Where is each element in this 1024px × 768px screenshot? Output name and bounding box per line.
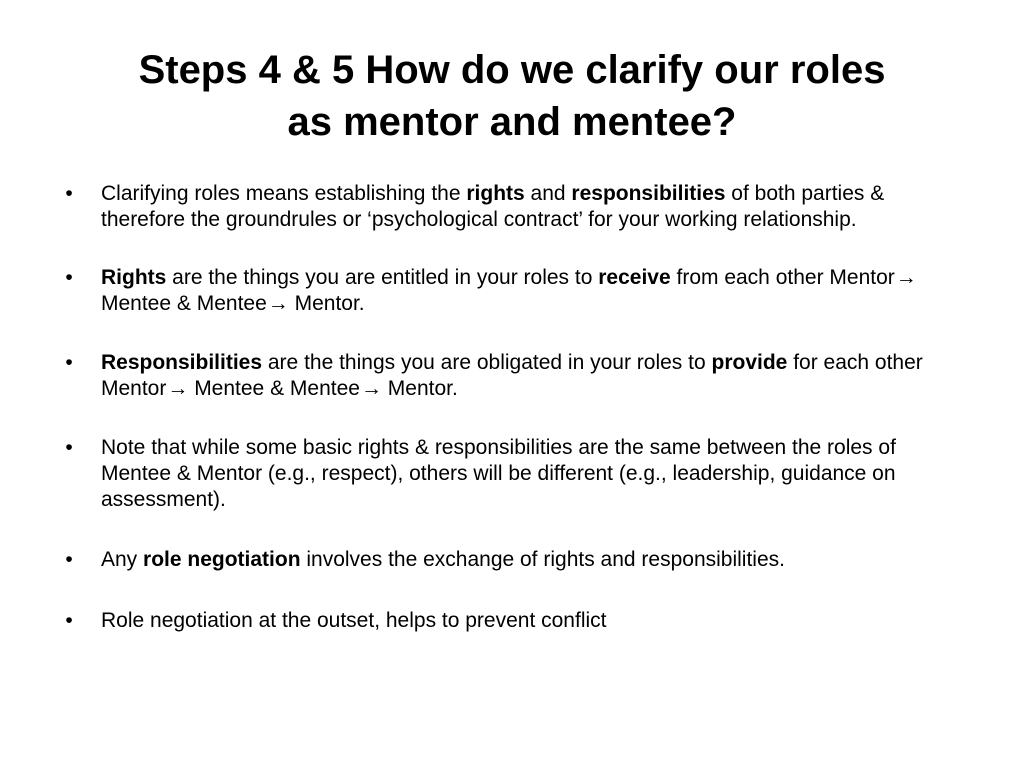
bold-text: rights	[466, 182, 525, 205]
bold-text: Rights	[101, 266, 167, 289]
text: Mentor.	[288, 292, 365, 315]
text: Mentee & Mentee	[188, 377, 360, 400]
bold-text: Responsibilities	[101, 351, 263, 374]
bullet-dot-icon: •	[65, 436, 73, 459]
text: for each other Mentor	[101, 351, 923, 400]
bullet-item-clarifying-roles	[0, 181, 1010, 233]
bullet-dot-icon: •	[65, 548, 73, 571]
text: from each other Mentor	[670, 266, 895, 289]
title-line-2: as mentor and mentee?	[287, 100, 737, 144]
text: Role negotiation at the outset, helps to prevent conflict	[101, 609, 607, 632]
text: are the things you are obligated in your roles to	[262, 351, 712, 374]
slide-title	[40, 44, 984, 148]
bullet-dot-icon: •	[65, 609, 73, 632]
bullet-item-role-negotiation	[0, 547, 1010, 573]
text: Any	[101, 548, 144, 571]
bullet-item-note	[0, 435, 1010, 513]
bold-text: receive	[598, 266, 671, 289]
title-line-1: Steps 4 & 5 How do we clarify our roles	[138, 48, 886, 92]
bullet-dot-icon: •	[65, 266, 73, 289]
text: of both parties & therefore the groundrules or ‘psychological contract’ for your working relationship.	[101, 182, 885, 231]
text: Note that while some basic rights & responsibilities are the same between the roles of Mentee & Mentor (e.g., respect), others will be different (e.g., leadership, guidance on assessment).	[101, 436, 896, 511]
text: involves the exchange of rights and responsibilities.	[300, 548, 785, 571]
bullet-dot-icon: •	[65, 351, 73, 374]
arrow-right-icon: →	[360, 377, 382, 400]
bullet-list	[0, 181, 1024, 634]
bullet-dot-icon: •	[65, 182, 73, 205]
arrow-right-icon: →	[267, 292, 289, 315]
bold-text: role negotiation	[143, 548, 301, 571]
bullet-item-outset	[0, 608, 1010, 634]
text: Mentee & Mentee	[101, 292, 267, 315]
text: Mentor.	[381, 377, 458, 400]
bullet-item-rights	[0, 265, 1010, 317]
bullet-item-responsibilities	[0, 350, 1010, 402]
text: Clarifying roles means establishing the	[101, 182, 467, 205]
arrow-right-icon: →	[895, 266, 917, 289]
bold-text: provide	[711, 351, 788, 374]
arrow-right-icon: →	[167, 377, 189, 400]
bold-text: responsibilities	[571, 182, 726, 205]
text: and	[524, 182, 572, 205]
text: are the things you are entitled in your roles to	[166, 266, 599, 289]
